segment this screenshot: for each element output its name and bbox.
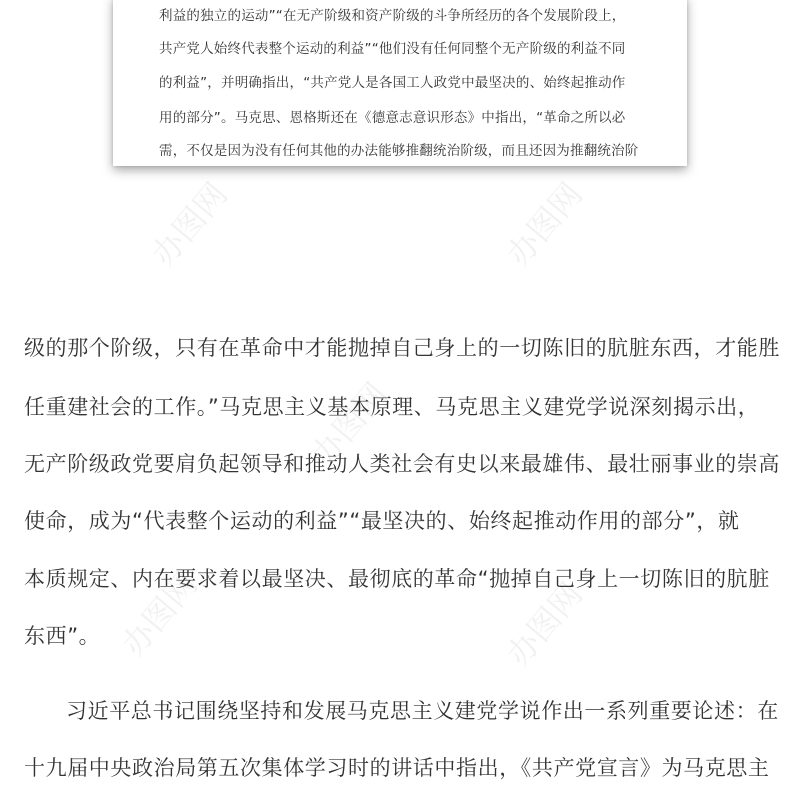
excerpt-line: 用的部分”。马克思、恩格斯还在《德意志意识形态》中指出，“革命之所以必 [159,110,626,126]
watermark: 办图网 [499,175,590,274]
watermark: 办图网 [114,565,205,664]
watermark: 办图网 [144,175,235,274]
body-line: 习近平总书记围绕坚持和发展马克思主义建党学说作出一系列重要论述：在 [66,699,779,723]
excerpt-line: 需，不仅是因为没有任何其他的办法能够推翻统治阶级，而且还因为推翻统治阶 [159,143,639,159]
watermark: 办图网 [304,375,395,474]
body-line: 东西”。 [24,624,101,648]
excerpt-line: 的利益”，并明确指出，“共产党人是各国工人政党中最坚决的、始终起推动作 [159,75,626,91]
watermark: 办图网 [499,575,590,674]
body-line: 本质规定、内在要求着以最坚决、最彻底的革命“抛掉自己身上一切陈旧的肮脏 [24,567,770,591]
excerpt-line: 利益的独立的运动”“在无产阶级和资产阶级的斗争所经历的各个发展阶段上， [159,8,626,24]
body-line: 任重建社会的工作。”马克思主义基本原理、马克思主义建党学说深刻揭示出， [24,395,760,419]
body-line: 十九届中央政治局第五次集体学习时的讲话中指出，《共产党宣言》为马克思主 [24,756,770,780]
body-line: 使命，成为“代表整个运动的利益”“最坚决的、始终起推动作用的部分”，就 [24,509,740,533]
quote-excerpt-card [113,0,687,166]
excerpt-line: 共产党人始终代表整个运动的利益”“他们没有任何同整个无产阶级的利益不同 [159,41,626,57]
body-line: 级的那个阶级，只有在革命中才能抛掉自己身上的一切陈旧的肮脏东西，才能胜 [24,336,780,360]
body-line: 无产阶级政党要肩负起领导和推动人类社会有史以来最雄伟、最壮丽事业的崇高 [24,452,780,476]
